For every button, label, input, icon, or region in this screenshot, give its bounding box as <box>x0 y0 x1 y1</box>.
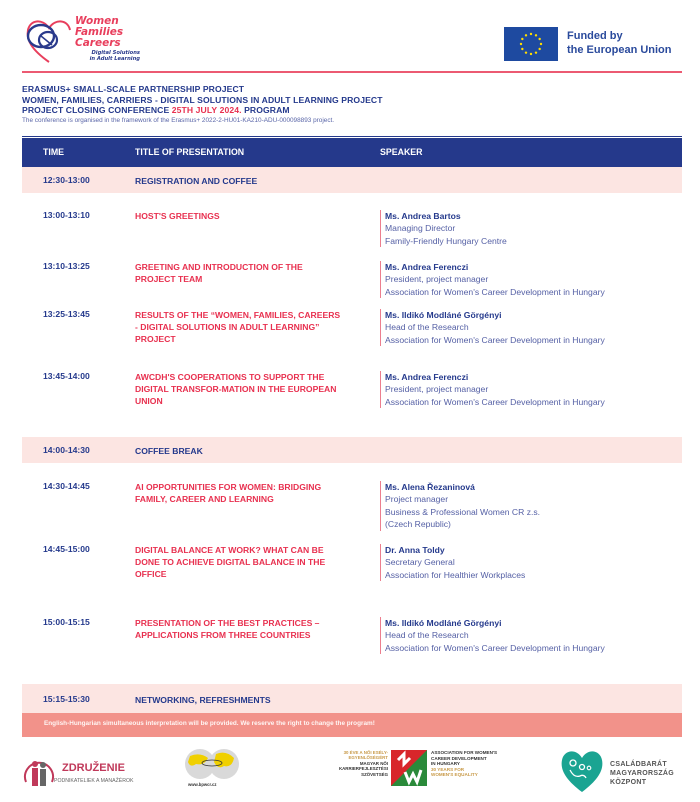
session-title: AI OPPORTUNITIES FOR WOMEN: BRIDGING FAMILY, CAREER AND LEARNING <box>135 482 322 504</box>
speaker-block <box>380 261 680 298</box>
speaker-block <box>380 544 680 581</box>
column-header-title: TITLE OF PRESENTATION <box>135 147 245 157</box>
speaker-role: President, project manager <box>385 384 489 395</box>
women-families-careers-logo <box>22 14 152 66</box>
mnk-right-line: IN HUNGARY <box>431 761 460 767</box>
session-time: 13:00-13:10 <box>43 210 90 220</box>
session-title: NETWORKING, REFRESHMENTS <box>135 695 271 705</box>
speaker-organisation: Business & Professional Women CR z.s. <box>385 506 541 517</box>
conference-title-prefix: PROJECT CLOSING CONFERENCE <box>22 105 172 115</box>
table-row-break <box>22 437 682 463</box>
speaker-role: Managing Director <box>385 223 456 234</box>
csaladbarat-line: MAGYARORSZÁG <box>610 770 675 777</box>
mnk-nw-logo <box>391 750 427 786</box>
bpw-caption: www.bpwcr.cz <box>188 782 217 787</box>
project-type-title: ERASMUS+ SMALL-SCALE PARTNERSHIP PROJECT <box>22 84 245 94</box>
logo-title <box>75 16 123 49</box>
mnk-right-line: 30 YEARS FOR <box>431 766 465 772</box>
project-reference-note: The conference is organised in the framework of the Erasmus+ 2022-2-HU01-KA210-ADU-000098893 project. <box>22 116 335 124</box>
speaker-name: Ms. Ildikó Modláné Görgényi <box>385 618 502 628</box>
session-title: PRESENTATION OF THE BEST PRACTICES – APPLICATIONS FROM THREE COUNTRIES <box>135 618 320 640</box>
logo-subtitle-line: Digital Solutions <box>91 50 140 56</box>
speaker-name: Ms. Ildikó Modláné Görgényi <box>385 310 502 320</box>
conference-title <box>22 105 692 116</box>
mnk-right-line: CAREER DEVELOPMENT <box>431 755 487 761</box>
speaker-block <box>380 617 680 654</box>
page-header <box>0 0 700 72</box>
logo-title-line: Careers <box>75 37 121 49</box>
speaker-organisation: Association for Women's Career Development in Hungary <box>385 642 605 653</box>
eu-star-icon <box>538 48 540 50</box>
session-title: HOST'S GREETINGS <box>135 211 220 221</box>
session-time: 13:25-13:45 <box>43 309 90 319</box>
zdruzenie-subtitle: PODNIKATELIEK A MANAŽÉROK <box>54 778 134 784</box>
speaker-organisation: Association for Women's Career Development in Hungary <box>385 286 605 297</box>
column-header-speaker: SPEAKER <box>380 147 423 157</box>
speaker-name: Ms. Andrea Ferenczi <box>385 262 469 272</box>
session-time: 13:10-13:25 <box>43 261 90 271</box>
zdruzenie-logo <box>22 750 172 795</box>
speaker-role: Secretary General <box>385 557 455 568</box>
session-title: GREETING AND INTRODUCTION OF THE PROJECT TEAM <box>135 262 303 284</box>
speaker-organisation: Association for Healthier Workplaces <box>385 569 526 580</box>
eu-star-icon <box>538 38 540 40</box>
funded-by-line: the European Union <box>567 44 672 56</box>
eu-flag-icon <box>504 27 558 61</box>
zdruzenie-figures-icon <box>22 752 56 794</box>
table-row-break <box>22 684 682 713</box>
conference-date: 25TH JULY 2024. <box>171 105 242 115</box>
column-header-time: TIME <box>43 147 65 157</box>
header-divider <box>22 71 682 73</box>
speaker-block <box>380 371 680 408</box>
partner-logos <box>0 742 700 802</box>
table-header <box>22 138 682 167</box>
speaker-role: Head of the Research <box>385 630 469 641</box>
session-title: DIGITAL BALANCE AT WORK? WHAT CAN BE DONE TO ACHIEVE DIGITAL BALANCE IN THE OFFICE <box>135 545 326 579</box>
eu-star-icon <box>540 43 542 45</box>
eu-star-icon <box>525 34 527 36</box>
speaker-role: Head of the Research <box>385 322 469 333</box>
session-time: 15:15-15:30 <box>43 694 90 704</box>
globes-icon <box>178 746 248 782</box>
eu-star-icon <box>521 48 523 50</box>
session-time: 14:00-14:30 <box>43 445 90 455</box>
logo-subtitle-line: in Adult Learning <box>89 56 140 62</box>
mnk-left-line: 30 ÉVE A NŐI ESÉLY- <box>343 750 388 755</box>
speaker-role: President, project manager <box>385 274 489 285</box>
mnk-hungarian-text <box>320 750 388 777</box>
speaker-organisation: Association for Women's Career Development in Hungary <box>385 396 605 407</box>
logo-title-line: Women <box>75 15 119 27</box>
heart-rings-icon <box>22 14 76 66</box>
eu-star-icon <box>530 53 532 55</box>
speaker-block <box>380 481 680 531</box>
program-titles <box>22 84 692 125</box>
program-table <box>22 138 682 705</box>
eu-star-icon <box>530 33 532 35</box>
session-title: REGISTRATION AND COFFEE <box>135 176 258 186</box>
conference-title-suffix: PROGRAM <box>241 105 290 115</box>
session-time: 12:30-13:00 <box>43 175 90 185</box>
table-row-break <box>22 167 682 193</box>
speaker-organisation: Association for Women's Career Development in Hungary <box>385 334 605 345</box>
notice-text: English-Hungarian simultaneous interpretation will be provided. We reserve the right to change the program! <box>44 720 375 727</box>
mnk-right-line: WOMEN'S EQUALITY <box>431 772 478 778</box>
session-title: AWCDH'S COOPERATIONS TO SUPPORT THE DIGITAL TRANSFOR-MATION IN THE EUROPEAN UNION <box>135 372 337 406</box>
interpretation-notice <box>22 713 682 737</box>
funded-by-line: Funded by <box>567 30 623 42</box>
zdruzenie-title: ZDRUŽENIE <box>62 762 125 774</box>
speaker-name: Dr. Anna Toldy <box>385 545 445 555</box>
eu-star-icon <box>520 43 522 45</box>
session-time: 14:45-15:00 <box>43 544 90 554</box>
session-title: COFFEE BREAK <box>135 446 203 456</box>
titles-divider <box>22 136 682 137</box>
csaladbarat-text <box>610 760 674 787</box>
speaker-block <box>380 210 680 247</box>
mnk-left-line: EGYENLŐSÉGÉRT <box>348 755 388 761</box>
logo-subtitle <box>70 50 140 62</box>
heart-family-icon <box>560 748 604 794</box>
session-time: 15:00-15:15 <box>43 617 90 627</box>
speaker-name: Ms. Andrea Ferenczi <box>385 372 469 382</box>
session-time: 13:45-14:00 <box>43 371 90 381</box>
mnk-left-line: KARRIERFEJLESZTÉSI <box>338 766 388 772</box>
mnk-left-line: MAGYAR NŐI <box>359 760 388 766</box>
mnk-left-line: SZÖVETSÉG <box>361 771 388 777</box>
eu-star-icon <box>525 51 527 53</box>
speaker-role: Project manager <box>385 494 449 505</box>
csaladbarat-logo <box>560 748 604 794</box>
eu-star-icon <box>535 34 537 36</box>
speaker-organisation: Family-Friendly Hungary Centre <box>385 235 507 246</box>
mnk-english-text <box>431 750 521 778</box>
mnk-right-line: ASSOCIATION FOR WOMEN'S <box>431 750 498 755</box>
speaker-name: Ms. Alena Řezaninová <box>385 482 475 492</box>
eu-star-icon <box>535 51 537 53</box>
funded-by-text <box>567 29 697 57</box>
csaladbarat-line: KÖZPONT <box>610 779 647 786</box>
project-name-title: WOMEN, FAMILIES, CARRIERS - DIGITAL SOLUTIONS IN ADULT LEARNING PROJECT <box>22 94 383 105</box>
speaker-block <box>380 309 680 346</box>
speaker-country: (Czech Republic) <box>385 519 451 530</box>
nw-emblem-icon <box>391 750 427 786</box>
session-title: RESULTS OF THE “WOMEN, FAMILIES, CAREERS - DIGITAL SOLUTIONS IN ADULT LEARNING” PROJECT <box>135 310 341 344</box>
session-time: 14:30-14:45 <box>43 481 90 491</box>
eu-star-icon <box>521 38 523 40</box>
speaker-name: Ms. Andrea Bartos <box>385 211 461 221</box>
csaladbarat-line: CSALÁDBARÁT <box>610 761 667 768</box>
logo-title-line: Families <box>75 26 124 38</box>
